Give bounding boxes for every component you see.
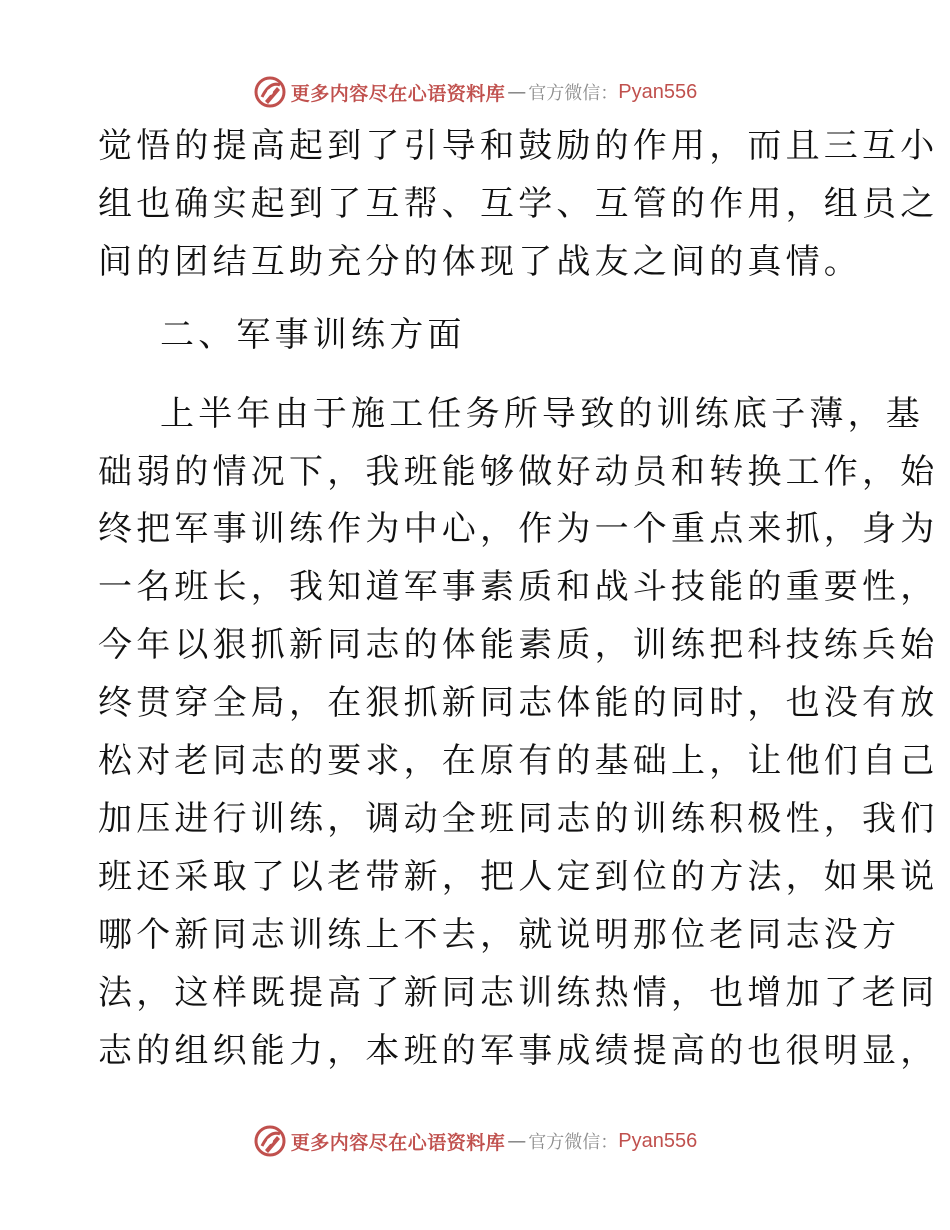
body-line: 上半年由于施工任务所导致的训练底子薄，基 bbox=[160, 394, 924, 434]
section-heading: 二、军事训练方面 bbox=[160, 315, 466, 355]
watermark-dash: — bbox=[507, 81, 527, 103]
watermark-wechat-id: Pyan556 bbox=[618, 80, 698, 103]
body-line: 班还采取了以老带新，把人定到位的方法，如果说 bbox=[98, 857, 939, 897]
watermark-label: 官方微信： bbox=[528, 83, 619, 104]
header-watermark bbox=[0, 72, 950, 112]
watermark-dash: — bbox=[507, 1130, 527, 1152]
body-line: 终把军事训练作为中心，作为一个重点来抓，身为 bbox=[98, 509, 939, 549]
body-line: 法，这样既提高了新同志训练热情，也增加了老同 bbox=[98, 973, 939, 1013]
watermark-label: 官方微信： bbox=[528, 1132, 619, 1153]
body-line: 间的团结互助充分的体现了战友之间的真情。 bbox=[98, 242, 862, 282]
footer-watermark bbox=[0, 1121, 950, 1161]
watermark-wechat-id: Pyan556 bbox=[618, 1129, 698, 1152]
body-line: 加压进行训练，调动全班同志的训练积极性，我们 bbox=[98, 799, 939, 839]
logo-icon bbox=[253, 1124, 287, 1158]
body-line: 组也确实起到了互帮、互学、互管的作用，组员之 bbox=[98, 184, 939, 224]
watermark-title: 更多内容尽在心语资料库 bbox=[290, 82, 506, 105]
logo-icon bbox=[253, 75, 287, 109]
watermark-title: 更多内容尽在心语资料库 bbox=[290, 1131, 506, 1154]
body-line: 志的组织能力，本班的军事成绩提高的也很明显， bbox=[98, 1031, 939, 1071]
body-line: 觉悟的提高起到了引导和鼓励的作用，而且三互小 bbox=[98, 126, 939, 166]
body-line: 一名班长，我知道军事素质和战斗技能的重要性， bbox=[98, 567, 939, 607]
body-line: 哪个新同志训练上不去，就说明那位老同志没方 bbox=[98, 915, 901, 955]
body-line: 终贯穿全局，在狠抓新同志体能的同时，也没有放 bbox=[98, 683, 939, 723]
body-line: 松对老同志的要求，在原有的基础上，让他们自己 bbox=[98, 741, 939, 781]
body-line: 今年以狠抓新同志的体能素质，训练把科技练兵始 bbox=[98, 625, 939, 665]
body-line: 础弱的情况下，我班能够做好动员和转换工作，始 bbox=[98, 452, 939, 492]
